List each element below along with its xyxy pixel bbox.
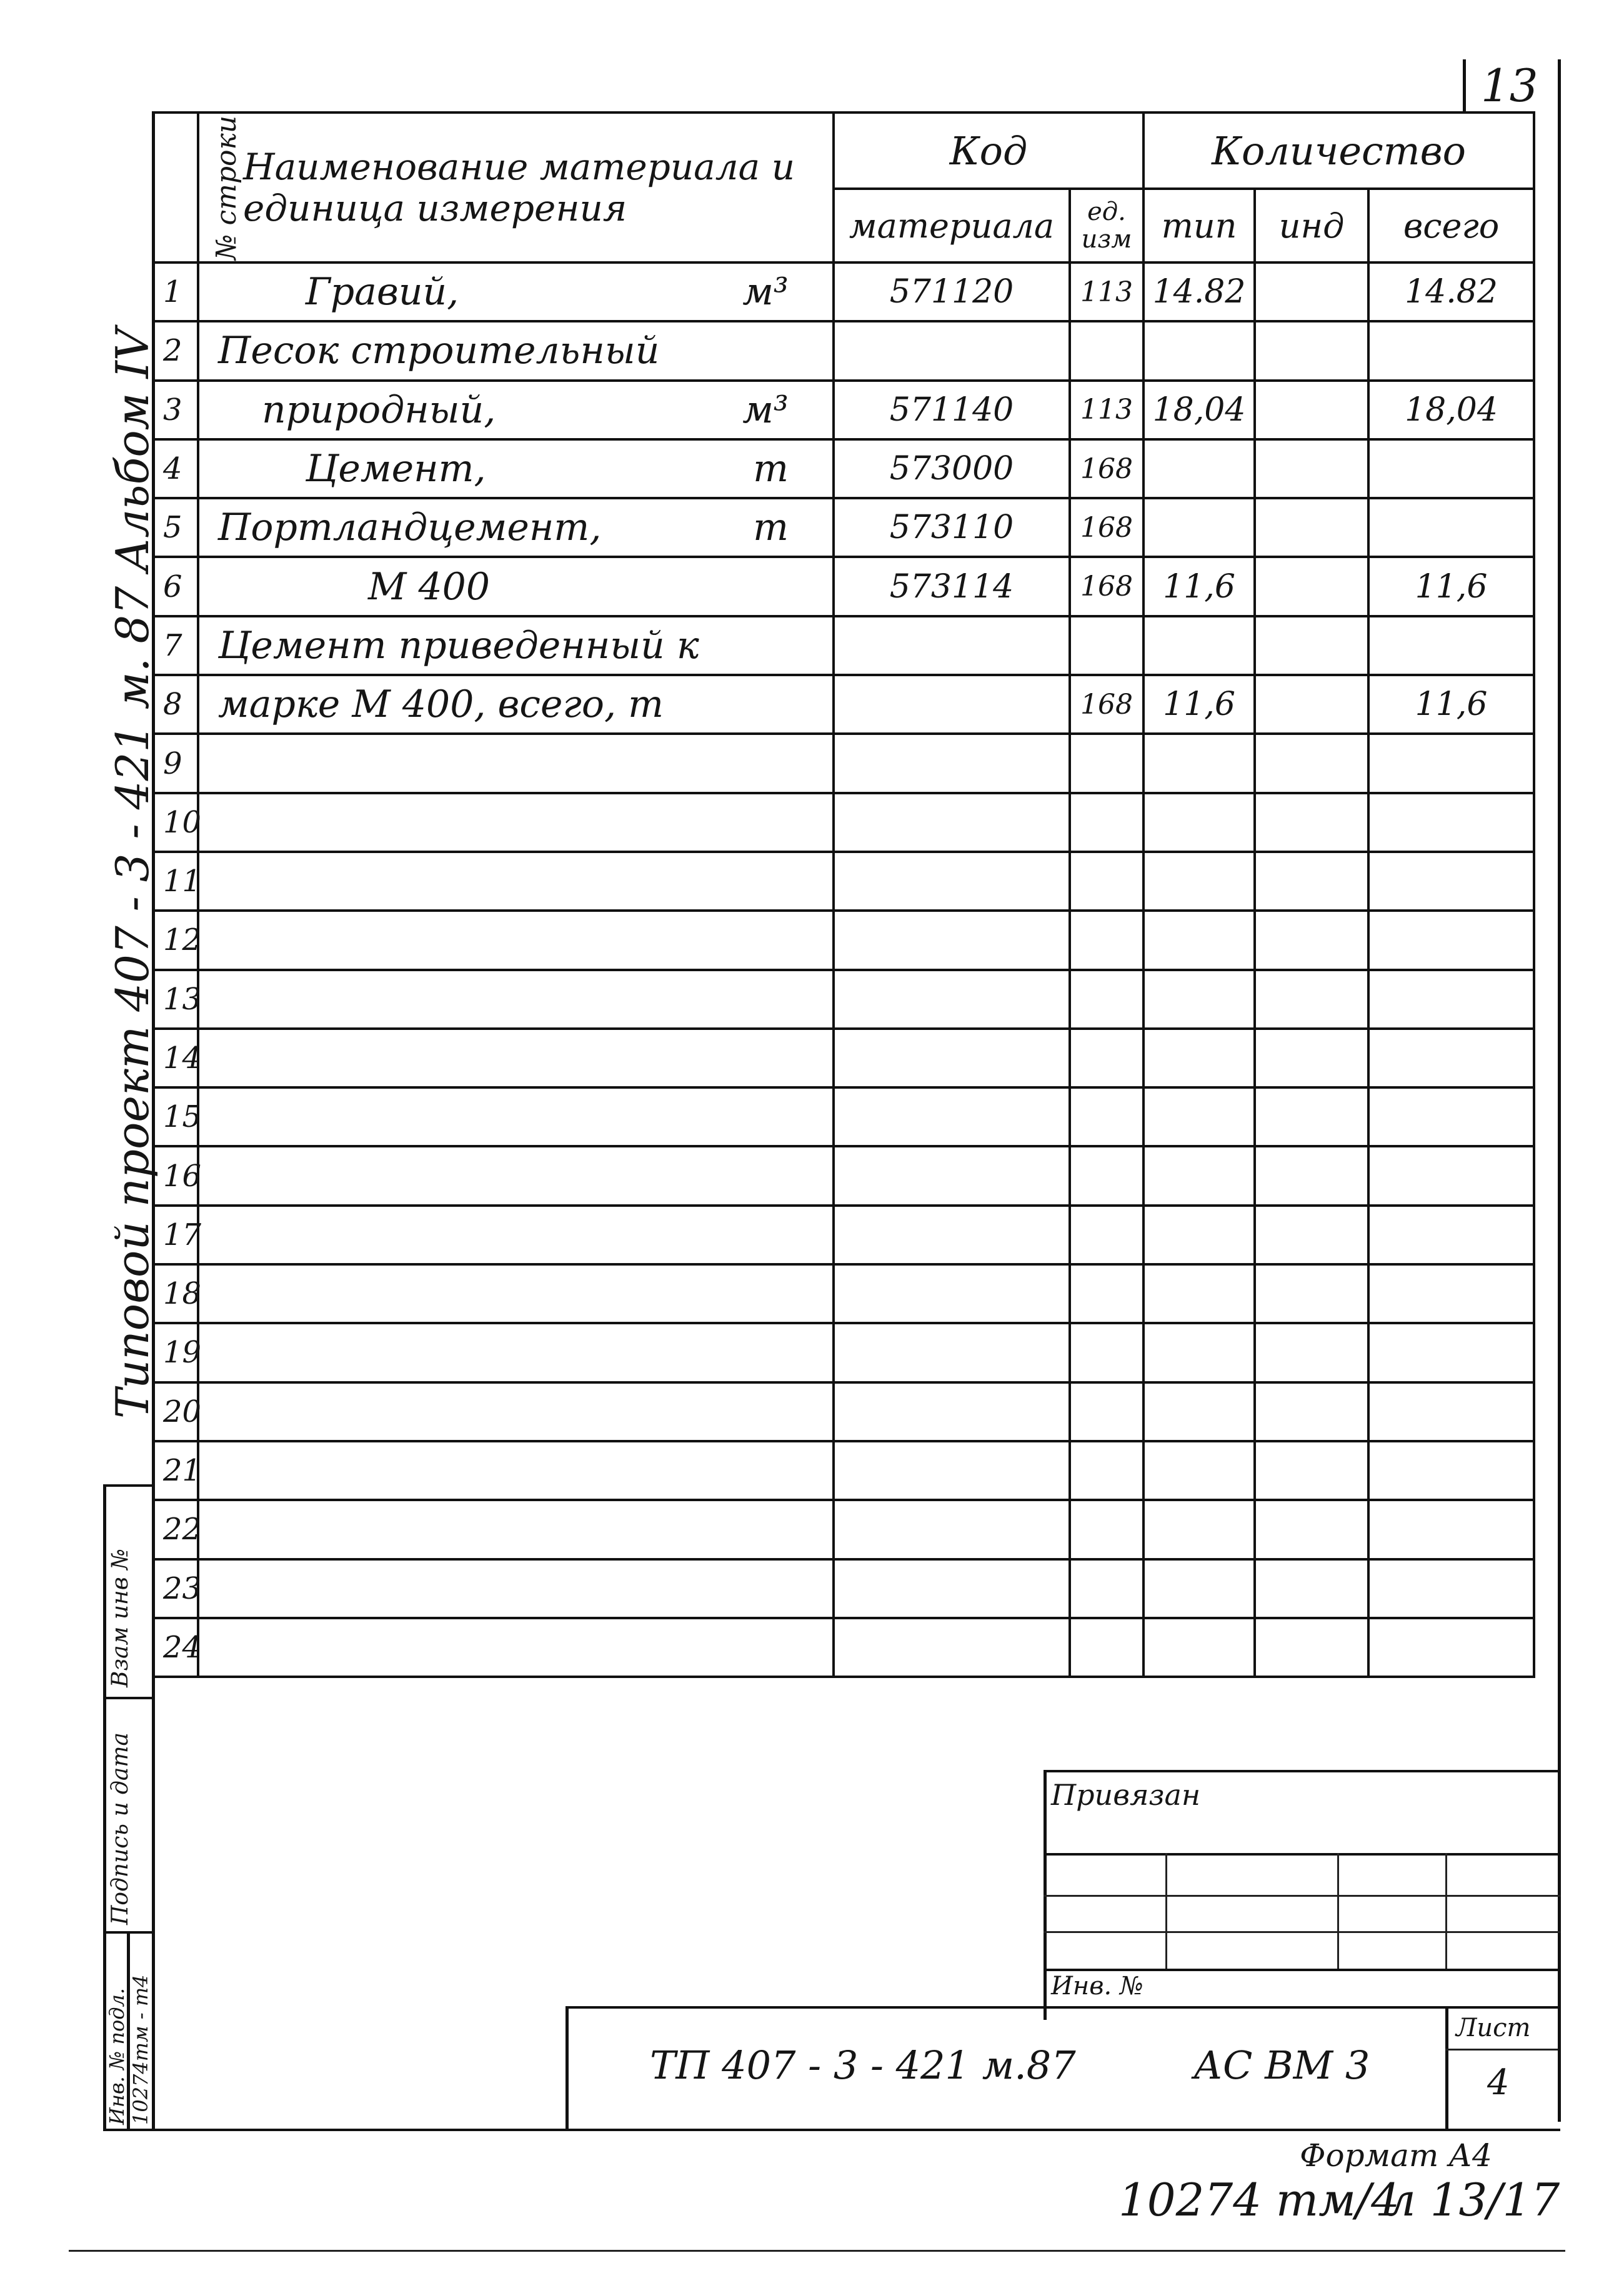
material-code: 573114 — [834, 557, 1070, 616]
qty-tip: 11,6 — [1143, 557, 1255, 616]
unit-code — [1070, 970, 1143, 1029]
stamp-sheet-value: 4 — [1487, 2062, 1510, 2103]
stamp-sheet-label: Лист — [1456, 2014, 1531, 2042]
header-code-group: Код — [834, 112, 1143, 189]
material-name — [198, 1146, 834, 1205]
row-number: 10 — [153, 793, 198, 852]
table-row — [153, 970, 1534, 1029]
qty-total — [1368, 793, 1534, 852]
qty-tip — [1143, 1146, 1255, 1205]
qty-tip: 11,6 — [1143, 675, 1255, 734]
table-row — [153, 381, 1534, 439]
row-number: 9 — [153, 734, 198, 792]
material-name — [198, 734, 834, 792]
unit-code — [1070, 1441, 1143, 1500]
footer-archive-number: 10274 тм/4 — [1118, 2174, 1400, 2226]
header-row-number: № строки — [153, 112, 198, 262]
material-name-text: Песок строительный — [218, 329, 660, 373]
materials-table — [152, 111, 1535, 1678]
unit-code — [1070, 1264, 1143, 1323]
material-name-text — [206, 1154, 218, 1198]
row-number: 15 — [153, 1087, 198, 1146]
row-number: 2 — [153, 321, 198, 380]
qty-total — [1368, 1500, 1534, 1559]
unit-code — [1070, 1323, 1143, 1382]
qty-ind — [1255, 439, 1368, 498]
material-code — [834, 675, 1070, 734]
qty-ind — [1255, 1382, 1368, 1441]
unit-code: 168 — [1070, 675, 1143, 734]
material-code — [834, 1441, 1070, 1500]
qty-tip — [1143, 616, 1255, 675]
qty-tip — [1143, 1323, 1255, 1382]
qty-tip — [1143, 1264, 1255, 1323]
qty-tip — [1143, 1382, 1255, 1441]
unit-code — [1070, 1087, 1143, 1146]
page-number: 13 — [1481, 59, 1538, 112]
row-number: 7 — [153, 616, 198, 675]
material-name-text — [206, 1331, 218, 1374]
qty-tip: 14.82 — [1143, 262, 1255, 321]
material-code — [834, 1087, 1070, 1146]
table-row — [153, 1206, 1534, 1264]
unit-code — [1070, 1500, 1143, 1559]
material-code — [834, 1500, 1070, 1559]
row-number: 1 — [153, 262, 198, 321]
qty-ind — [1255, 1559, 1368, 1618]
table-row — [153, 439, 1534, 498]
unit-code: 168 — [1070, 498, 1143, 557]
qty-ind — [1255, 1264, 1368, 1323]
row-number: 20 — [153, 1382, 198, 1441]
material-name-text — [206, 801, 218, 844]
qty-total — [1368, 439, 1534, 498]
qty-ind — [1255, 616, 1368, 675]
material-unit-label: т — [753, 506, 789, 550]
qty-tip: 18,04 — [1143, 381, 1255, 439]
material-name — [198, 793, 834, 852]
qty-total — [1368, 1559, 1534, 1618]
qty-tip — [1143, 911, 1255, 969]
qty-tip — [1143, 1029, 1255, 1087]
qty-tip — [1143, 498, 1255, 557]
material-name-text — [206, 918, 218, 962]
material-name — [198, 498, 834, 557]
material-name — [198, 675, 834, 734]
qty-ind — [1255, 498, 1368, 557]
qty-ind — [1255, 321, 1368, 380]
material-code — [834, 793, 1070, 852]
qty-tip — [1143, 734, 1255, 792]
row-number: 24 — [153, 1618, 198, 1677]
material-unit-label: т — [753, 447, 789, 491]
unit-code: 113 — [1070, 262, 1143, 321]
header-qty-ind: инд — [1255, 189, 1368, 262]
material-unit-label: м³ — [742, 270, 789, 314]
qty-ind — [1255, 1323, 1368, 1382]
material-name — [198, 557, 834, 616]
material-code — [834, 1323, 1070, 1382]
table-row — [153, 557, 1534, 616]
material-name-text — [206, 1626, 218, 1669]
header-material-name: Наименование материала и единица измерения — [198, 112, 834, 262]
material-code — [834, 1264, 1070, 1323]
material-name-text: Портландцемент, — [218, 506, 602, 550]
stamp-inv-no: Инв. № — [1051, 1972, 1143, 2001]
table-row — [153, 1382, 1534, 1441]
material-name — [198, 970, 834, 1029]
material-name-text — [206, 1272, 218, 1316]
row-number: 17 — [153, 1206, 198, 1264]
material-name-text — [206, 1095, 218, 1139]
footer-format: Формат А4 — [1300, 2137, 1492, 2174]
material-code: 571140 — [834, 381, 1070, 439]
header-qty-total: всего — [1368, 189, 1534, 262]
material-code — [834, 616, 1070, 675]
qty-total: 14.82 — [1368, 262, 1534, 321]
unit-code — [1070, 1206, 1143, 1264]
qty-total: 18,04 — [1368, 381, 1534, 439]
material-code — [834, 852, 1070, 911]
qty-total — [1368, 1264, 1534, 1323]
material-name — [198, 262, 834, 321]
qty-total — [1368, 1618, 1534, 1677]
qty-tip — [1143, 439, 1255, 498]
unit-code — [1070, 1618, 1143, 1677]
qty-total — [1368, 1029, 1534, 1087]
qty-ind — [1255, 1441, 1368, 1500]
material-name-text: Цемент, — [306, 447, 486, 491]
row-number: 21 — [153, 1441, 198, 1500]
table-row — [153, 1264, 1534, 1323]
material-name-text — [206, 1213, 218, 1257]
material-name — [198, 1559, 834, 1618]
material-code: 571120 — [834, 262, 1070, 321]
qty-tip — [1143, 1087, 1255, 1146]
material-name-text — [206, 742, 218, 786]
unit-code — [1070, 1146, 1143, 1205]
table-row — [153, 498, 1534, 557]
row-number: 18 — [153, 1264, 198, 1323]
side-field-vzam: Взам инв № — [107, 1548, 133, 1687]
qty-total — [1368, 1206, 1534, 1264]
row-number: 12 — [153, 911, 198, 969]
material-code — [834, 734, 1070, 792]
table-row — [153, 911, 1534, 969]
table-row — [153, 321, 1534, 380]
material-code — [834, 321, 1070, 380]
qty-total — [1368, 321, 1534, 380]
side-field-podpis: Подпись и дата — [107, 1732, 133, 1925]
table-row — [153, 1441, 1534, 1500]
qty-ind — [1255, 675, 1368, 734]
material-name — [198, 381, 834, 439]
table-row — [153, 1500, 1534, 1559]
qty-total — [1368, 911, 1534, 969]
material-name-text — [206, 977, 218, 1021]
qty-tip — [1143, 852, 1255, 911]
unit-code — [1070, 734, 1143, 792]
unit-code: 168 — [1070, 557, 1143, 616]
table-row — [153, 734, 1534, 792]
header-code-material: материала — [834, 189, 1070, 262]
qty-total: 11,6 — [1368, 675, 1534, 734]
qty-total — [1368, 1382, 1534, 1441]
unit-code — [1070, 616, 1143, 675]
header-quantity-group: Количество — [1143, 112, 1534, 189]
qty-ind — [1255, 1500, 1368, 1559]
material-name — [198, 1382, 834, 1441]
material-name — [198, 852, 834, 911]
qty-ind — [1255, 970, 1368, 1029]
qty-ind — [1255, 381, 1368, 439]
row-number: 16 — [153, 1146, 198, 1205]
material-code: 573000 — [834, 439, 1070, 498]
qty-tip — [1143, 321, 1255, 380]
material-name — [198, 616, 834, 675]
material-code — [834, 1029, 1070, 1087]
material-name — [198, 1441, 834, 1500]
qty-ind — [1255, 1029, 1368, 1087]
row-number: 14 — [153, 1029, 198, 1087]
material-code — [834, 1559, 1070, 1618]
material-name-text — [206, 1390, 218, 1434]
qty-ind — [1255, 262, 1368, 321]
table-row — [153, 1029, 1534, 1087]
row-number: 22 — [153, 1500, 198, 1559]
qty-tip — [1143, 1559, 1255, 1618]
material-name — [198, 439, 834, 498]
table-row — [153, 1323, 1534, 1382]
table-row — [153, 616, 1534, 675]
qty-ind — [1255, 911, 1368, 969]
material-name-text — [206, 1567, 218, 1611]
material-name — [198, 1323, 834, 1382]
unit-code — [1070, 321, 1143, 380]
material-code — [834, 911, 1070, 969]
row-number: 5 — [153, 498, 198, 557]
qty-total — [1368, 734, 1534, 792]
table-row — [153, 1559, 1534, 1618]
qty-tip — [1143, 1441, 1255, 1500]
qty-total — [1368, 1441, 1534, 1500]
material-name — [198, 911, 834, 969]
header-code-unit: ед. изм — [1070, 189, 1143, 262]
qty-ind — [1255, 852, 1368, 911]
stamp-mark: АС ВМ 3 — [1193, 2042, 1370, 2088]
stamp-doc-code: ТП 407 - 3 - 421 м.87 — [650, 2042, 1076, 2088]
stamp-privyazan: Привязан — [1051, 1778, 1201, 1812]
qty-tip — [1143, 1618, 1255, 1677]
unit-code — [1070, 1559, 1143, 1618]
qty-tip — [1143, 1206, 1255, 1264]
material-code — [834, 1382, 1070, 1441]
qty-total — [1368, 970, 1534, 1029]
material-name-text: М 400 — [368, 564, 491, 609]
qty-ind — [1255, 734, 1368, 792]
qty-ind — [1255, 1618, 1368, 1677]
qty-tip — [1143, 970, 1255, 1029]
unit-code — [1070, 911, 1143, 969]
row-number: 3 — [153, 381, 198, 439]
table-row — [153, 793, 1534, 852]
material-code — [834, 970, 1070, 1029]
qty-tip — [1143, 793, 1255, 852]
material-name-text — [206, 1449, 218, 1492]
material-name — [198, 1264, 834, 1323]
qty-ind — [1255, 1206, 1368, 1264]
qty-ind — [1255, 1146, 1368, 1205]
material-name — [198, 321, 834, 380]
table-row — [153, 675, 1534, 734]
material-name-text: марке М 400, всего, т — [218, 682, 664, 727]
header-qty-tip: тип — [1143, 189, 1255, 262]
qty-total — [1368, 1146, 1534, 1205]
qty-total — [1368, 498, 1534, 557]
row-number: 11 — [153, 852, 198, 911]
qty-ind — [1255, 793, 1368, 852]
unit-code — [1070, 852, 1143, 911]
qty-ind — [1255, 1087, 1368, 1146]
row-number: 19 — [153, 1323, 198, 1382]
material-unit-label: м³ — [742, 387, 789, 432]
material-name — [198, 1029, 834, 1087]
row-number: 4 — [153, 439, 198, 498]
material-code — [834, 1618, 1070, 1677]
material-name-text — [206, 859, 218, 903]
material-name-text: природный, — [262, 387, 496, 432]
table-row — [153, 1146, 1534, 1205]
row-number: 8 — [153, 675, 198, 734]
table-row — [153, 852, 1534, 911]
table-row — [153, 262, 1534, 321]
material-name-text: Цемент приведенный к — [218, 623, 699, 667]
row-number: 6 — [153, 557, 198, 616]
qty-tip — [1143, 1500, 1255, 1559]
material-name — [198, 1500, 834, 1559]
unit-code — [1070, 793, 1143, 852]
qty-total: 11,6 — [1368, 557, 1534, 616]
unit-code — [1070, 1029, 1143, 1087]
material-code — [834, 1146, 1070, 1205]
footer-sheet-of: л 13/17 — [1387, 2174, 1560, 2226]
material-code: 573110 — [834, 498, 1070, 557]
table-row — [153, 1618, 1534, 1677]
unit-code: 113 — [1070, 381, 1143, 439]
side-project-title: Типовой проект 407 - 3 - 421 м. 87 Альбом IV — [106, 328, 159, 1419]
qty-total — [1368, 1323, 1534, 1382]
material-name-text — [206, 1036, 218, 1080]
unit-code — [1070, 1382, 1143, 1441]
qty-total — [1368, 616, 1534, 675]
qty-total — [1368, 1087, 1534, 1146]
material-code — [834, 1206, 1070, 1264]
qty-ind — [1255, 557, 1368, 616]
material-name-text: Гравий, — [306, 270, 459, 314]
unit-code: 168 — [1070, 439, 1143, 498]
table-row — [153, 1087, 1534, 1146]
row-number: 13 — [153, 970, 198, 1029]
material-name — [198, 1206, 834, 1264]
row-number: 23 — [153, 1559, 198, 1618]
qty-total — [1368, 852, 1534, 911]
material-name-text — [206, 1507, 218, 1551]
side-field-inv-podl: Инв. № подл. — [105, 1987, 129, 2125]
side-field-inv-value: 10274тм - т4 — [129, 1974, 152, 2125]
material-name — [198, 1618, 834, 1677]
material-name — [198, 1087, 834, 1146]
